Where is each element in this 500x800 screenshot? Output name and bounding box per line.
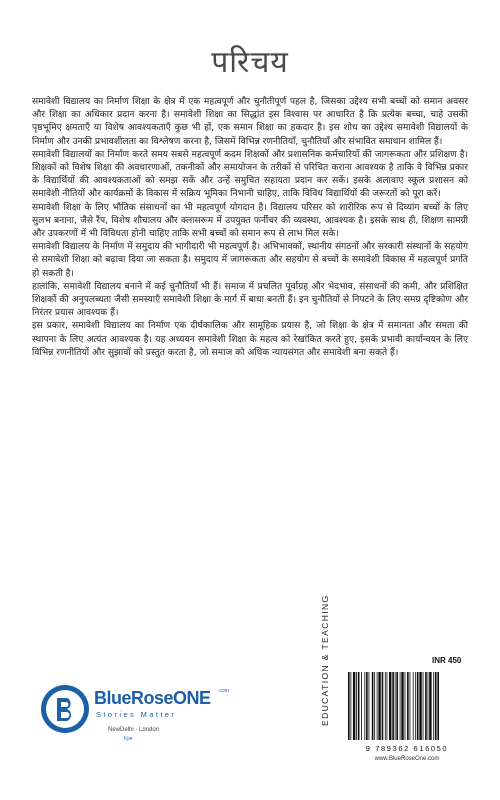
barcode-bar	[356, 672, 357, 740]
barcode-bar	[369, 672, 370, 740]
paragraph: समावेशी विद्यालय के निर्माण में समुदाय की भागीदारी भी महत्वपूर्ण है। अभिभावकों, स्थानीय संगठनों और सरकारी संस्थानों के सहयोग से समावेशी शिक्षा को बढ़ावा दिया जा सकता है। समुदाय में जागरूकता और सहयोग से बच्चों के समावेशी विकास में महत्वपूर्ण प्रगति हो सकती है।	[32, 242, 468, 279]
barcode-bar	[407, 672, 409, 740]
bluerose-circle-logo-icon	[40, 684, 90, 734]
barcode-bar	[361, 672, 362, 740]
brand-domain: .com	[218, 688, 229, 694]
social-icons: f◎▾	[124, 736, 133, 742]
paragraph: इस प्रकार, समावेशी विद्यालय का निर्माण एक दीर्घकालिक और सामूहिक प्रयास है, जो शिक्षा के क्षेत्र में समानता और समता की स्थापना के लिए अत्यंत आवश्यक है। यह अध्ययन समावेशी शिक्षा के महत्व को रेखांकित करते हुए, इसके प्रभावी कार्यान्वयन के लिए विभिन्न रणनीतियों और सुझावों को प्रस्तुत करता है, जो समाज को अधिक न्यायसंगत और समावेशी बना सकते हैं।	[32, 321, 468, 358]
publisher-website: www.BlueRoseOne.com	[374, 756, 440, 762]
barcode-bar	[423, 672, 424, 740]
barcode-bar	[433, 672, 434, 740]
barcode-bar	[396, 672, 398, 740]
barcode-bar	[378, 672, 380, 740]
barcode-bar	[366, 672, 368, 740]
barcode-bar	[364, 672, 365, 740]
barcode-bar	[435, 672, 437, 740]
barcode-bar	[392, 672, 394, 740]
barcode-bar	[382, 672, 384, 740]
brand-name	[94, 688, 211, 709]
barcode-bar	[415, 672, 416, 740]
barcode-bar	[437, 672, 439, 740]
publisher-cities: NewDelhi · London	[108, 727, 160, 733]
brand-name-suffix: ONE	[173, 688, 211, 708]
barcode-bar	[353, 672, 355, 740]
paragraph: समावेशी विद्यालयों का निर्माण करते समय सबसे महत्वपूर्ण कदम शिक्षकों और प्रशासनिक कर्मचारियों की जागरूकता और प्रशिक्षण है। शिक्षकों को विशेष शिक्षा की अवधारणाओं, तकनीकों और समायोजन के तरीकों से परिचित कराना आवश्यक है ताकि वे विभिन्न प्रकार के विद्यार्थियों की आवश्यकताओं को समझ सकें और उन्हें समुचित सहायता प्रदान कर सकें। इसके अलावाए स्कूल प्रशासन को समावेशी नीतियों और कार्यक्रमों के विकास में सक्रिय भूमिका निभानी चाहिए, ताकि विविध विद्यार्थियों की जरूरतों को पूरा करें।	[32, 149, 468, 200]
barcode-bar	[429, 672, 431, 740]
intro-body	[32, 96, 468, 360]
barcode-bar	[410, 672, 411, 740]
barcode-bar	[401, 672, 403, 740]
barcode-bar	[413, 672, 414, 740]
barcode-bar	[374, 672, 375, 740]
brand-name-main: BlueRose	[94, 688, 174, 708]
genre-label: EDUCATION & TEACHING	[320, 594, 330, 726]
barcode-bar	[428, 672, 429, 740]
barcode-bar	[372, 672, 374, 740]
publisher-logo-block	[40, 682, 240, 742]
barcode-bar	[395, 672, 396, 740]
price-label: INR 450	[432, 656, 462, 665]
barcode-bar	[417, 672, 419, 740]
paragraph: हालांकि, समावेशी विद्यालय बनाने में कई चुनौतियाँ भी हैं। समाज में प्रचलित पूर्वाग्रह और भेदभाव, संसाधनों की कमी, और प्रशिक्षित शिक्षकों की अनुपलब्धता जैसी समस्याएँ समावेशी शिक्षा के मार्ग में बाधा बनती हैं। इन चुनौतियों से निपटने के लिए समग्र दृष्टिकोण और निरंतर प्रयास आवश्यक हैं।	[32, 281, 468, 319]
barcode-bar	[350, 672, 351, 740]
barcode-bar	[389, 672, 391, 740]
barcode-bar	[358, 672, 360, 740]
barcode-bar	[387, 672, 388, 740]
barcode-bar	[425, 672, 427, 740]
isbn-barcode-block	[338, 672, 476, 782]
barcode-bar	[400, 672, 401, 740]
paragraph: समावेशी शिक्षा के लिए भौतिक संसाधनों का भी महत्वपूर्ण योगदान है। विद्यालय परिसर को शारीरिक रूप से दिव्यांग बच्चों के लिए सुलभ बनाना, जैसे रैंप, विशेष शौचालय और क्लासरूम में उपयुक्त फर्नीचर की व्यवस्था, आवश्यक है। इसके साथ ही, शिक्षण सामग्री और उपकरणों में भी विविधता होनी चाहिए ताकि सभी बच्चों को समान रूप से लाभ मिल सके।	[32, 202, 468, 240]
brand-tagline: Stories Matter	[96, 710, 177, 719]
barcode-bar	[348, 672, 350, 740]
barcode-bar	[419, 672, 421, 740]
page-title: परिचय	[211, 45, 289, 80]
isbn-number: 9 789362 616050	[365, 744, 449, 753]
isbn-barcode-icon	[346, 672, 468, 744]
barcode-bar	[385, 672, 386, 740]
barcode-bar	[405, 672, 406, 740]
barcode-bar	[377, 672, 378, 740]
paragraph: समावेशी विद्यालय का निर्माण शिक्षा के क्षेत्र में एक महत्वपूर्ण और चुनौतीपूर्ण पहल है, जिसका उद्देश्य सभी बच्चों को समान अवसर और शिक्षा का अधिकार प्रदान करना है। समावेशी शिक्षा का सिद्धांत इस विश्वास पर आधारित है कि प्रत्येक बच्चा, चाहे उसकी पृष्ठभूमिए क्षमताएँ या विशेष आवश्यकताएँ कुछ भी हों, एक समान शिक्षा का हकदार है। इस शोध का उद्देश्य समावेशी विद्यालयों के निर्माण और उनकी प्रभावशीलता का विश्लेषण करना है, जिसमें विभिन्न रणनीतियाँ, चुनौतियाँ और संभावित समाधान शामिल हैं।	[32, 97, 468, 147]
